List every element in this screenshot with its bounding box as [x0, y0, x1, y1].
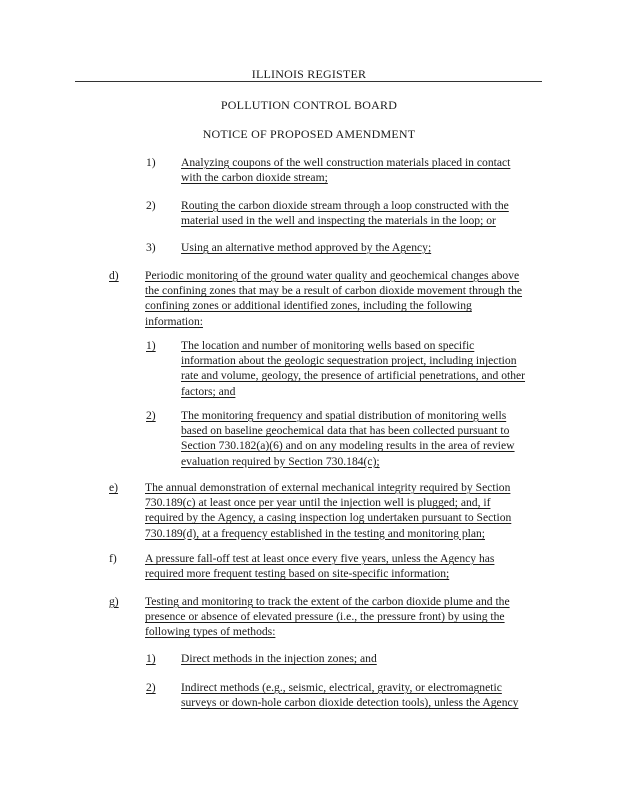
text-line: Analyzing coupons of the well construction materials placed in contact: [181, 156, 511, 169]
text-line: The monitoring frequency and spatial distribution of monitoring wells: [181, 409, 507, 422]
board-title: POLLUTION CONTROL BOARD: [220, 98, 398, 112]
item-label: 2): [146, 409, 156, 422]
text-line: Direct methods in the injection zones; and: [181, 652, 377, 665]
item-text: [181, 651, 377, 666]
item-label: 3): [146, 241, 156, 254]
text-line: required by the Agency, a casing inspection log undertaken pursuant to Section: [145, 511, 512, 525]
text-line: with the carbon dioxide stream;: [181, 171, 328, 185]
text-line: surveys or down-hole carbon dioxide detection tools), unless the Agency: [181, 696, 519, 710]
item-label: 2): [146, 681, 156, 694]
item-text: [145, 551, 494, 581]
item-label: g): [109, 595, 119, 608]
item-text: [181, 338, 525, 399]
header-rule: [75, 81, 542, 82]
item-text: [181, 198, 509, 228]
item-text: [145, 480, 511, 541]
item-text: [181, 240, 431, 255]
text-line: Using an alternative method approved by the Agency;: [181, 241, 432, 254]
text-line: following types of methods:: [145, 625, 276, 639]
text-line: confining zones or additional identified zones, including the following: [145, 299, 472, 313]
text-line: Testing and monitoring to track the extent of the carbon dioxide plume and the: [145, 595, 510, 608]
item-label: e): [109, 481, 119, 494]
text-line: information about the geologic sequestration project, including injection: [181, 354, 517, 368]
text-line: required more frequent testing based on site-specific information;: [145, 567, 450, 581]
text-line: 730.189(c) at least once per year until the injection well is plugged; and, if: [145, 496, 491, 510]
text-line: The annual demonstration of external mechanical integrity required by Section: [145, 481, 511, 494]
item-label: 2): [146, 199, 156, 212]
register-title: ILLINOIS REGISTER: [251, 67, 367, 81]
text-line: information:: [145, 314, 203, 328]
text-line: The location and number of monitoring wells based on specific: [181, 339, 475, 352]
text-line: the confining zones that may be a result of carbon dioxide movement through the: [145, 284, 523, 298]
item-text: [181, 155, 510, 185]
text-line: based on baseline geochemical data that has been collected pursuant to: [181, 424, 510, 438]
item-text: [181, 408, 515, 469]
item-text: [145, 594, 510, 640]
item-label: f): [109, 552, 117, 565]
item-label: 1): [146, 652, 156, 665]
text-line: presence or absence of elevated pressure (i.e., the pressure front) by using the: [145, 610, 505, 624]
text-line: Indirect methods (e.g., seismic, electrical, gravity, or electromagnetic: [181, 681, 502, 694]
text-line: factors; and: [181, 384, 236, 398]
text-line: evaluation required by Section 730.184(c);: [181, 454, 380, 468]
text-line: Routing the carbon dioxide stream through a loop constructed with the: [181, 199, 509, 212]
text-line: Periodic monitoring of the ground water quality and geochemical changes above: [145, 269, 520, 282]
notice-title: NOTICE OF PROPOSED AMENDMENT: [202, 127, 416, 141]
item-label: 1): [146, 339, 156, 352]
item-text: [181, 680, 518, 710]
text-line: material used in the well and inspecting the materials in the loop; or: [181, 214, 496, 228]
text-line: Section 730.182(a)(6) and on any modeling results in the area of review: [181, 439, 515, 453]
text-line: A pressure fall-off test at least once every five years, unless the Agency has: [145, 552, 495, 565]
item-label: 1): [146, 156, 156, 169]
item-label: d): [109, 269, 119, 282]
text-line: 730.189(d), at a frequency established in the testing and monitoring plan;: [145, 526, 486, 540]
item-text: [145, 268, 522, 329]
text-line: rate and volume, geology, the presence of artificial penetrations, and other: [181, 369, 526, 383]
